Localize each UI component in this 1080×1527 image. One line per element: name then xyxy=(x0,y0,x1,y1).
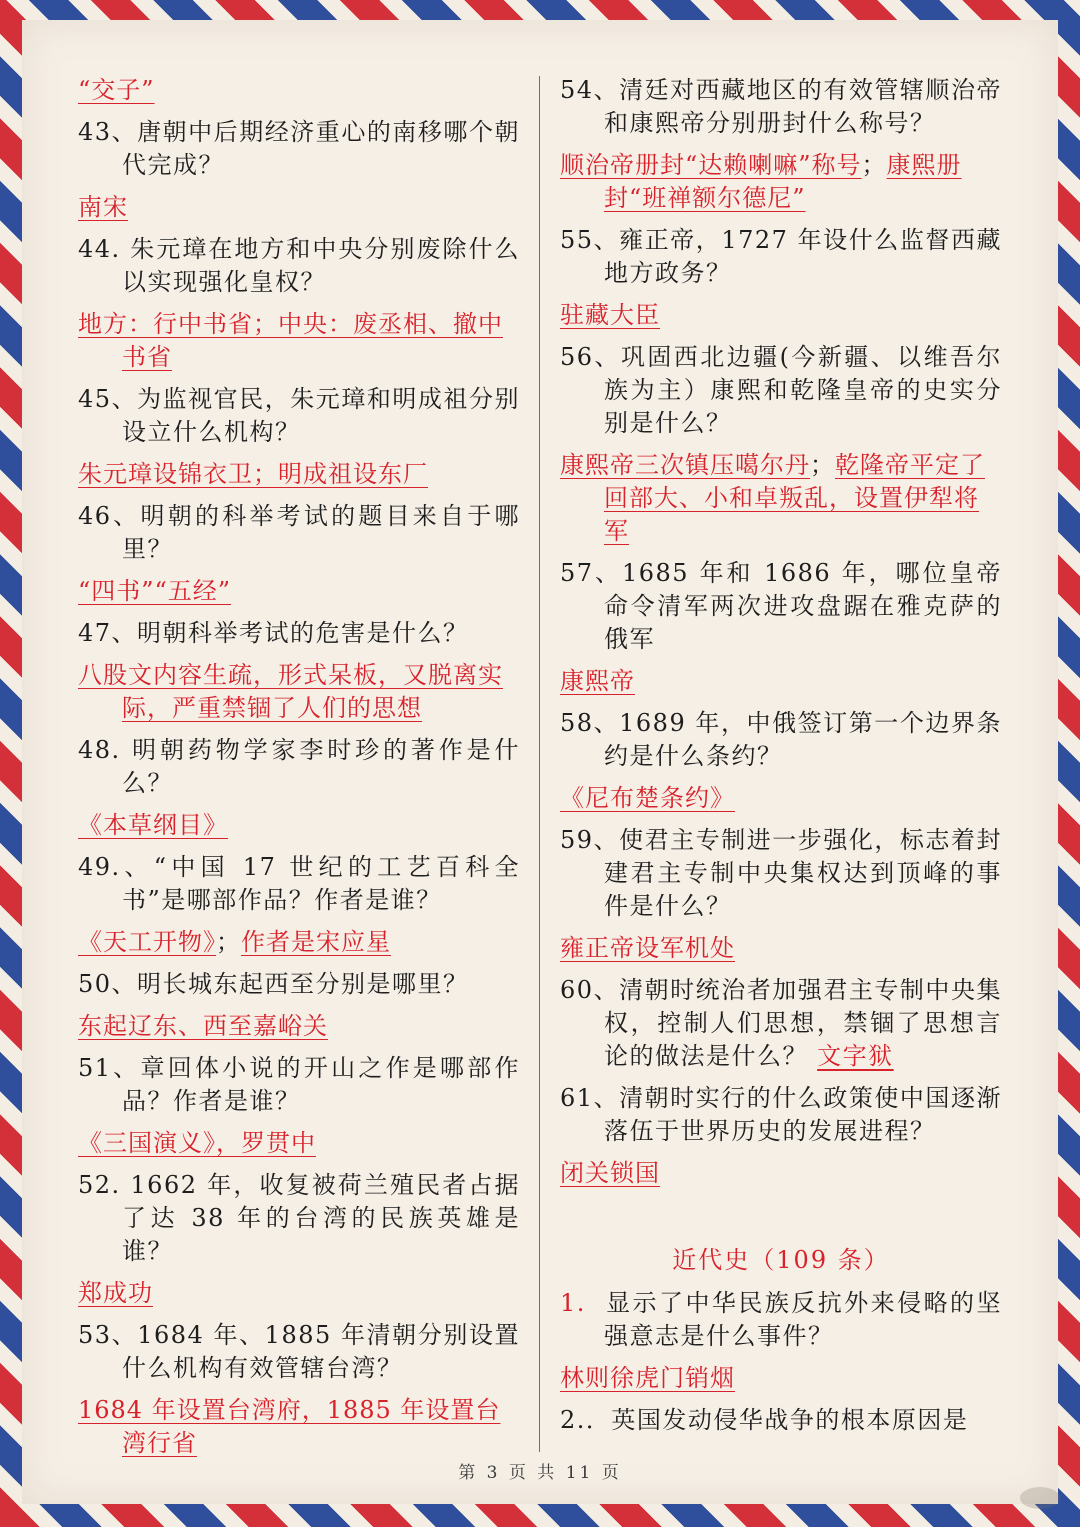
question-text: 51、章回体小说的开山之作是哪部作品？作者是谁？ xyxy=(78,1054,520,1115)
question-text: 50、明长城东起西至分别是哪里？ xyxy=(78,970,469,998)
question-item xyxy=(560,707,1002,773)
answer-text: “四书”“五经” xyxy=(78,577,232,605)
answer-item xyxy=(78,308,520,374)
question-text: 59、使君主专制进一步强化，标志着封建君主专制中央集权达到顶峰的事件是什么？ xyxy=(560,826,1002,920)
question-text: 52. 1662 年，收复被荷兰殖民者占据了达 38 年的台湾的民族英雄是谁？ xyxy=(78,1171,520,1265)
question-text: 43、唐朝中后期经济重心的南移哪个朝代完成？ xyxy=(78,118,520,179)
right-column xyxy=(560,74,1002,1446)
answer-text: 驻藏大臣 xyxy=(560,301,660,329)
question-item xyxy=(78,968,520,1001)
question-text: 61、清朝时实行的什么政策使中国逐渐落伍于世界历史的发展进程？ xyxy=(560,1084,1002,1145)
question-text: 57、1685 年和 1686 年，哪位皇帝命令清军两次进攻盘踞在雅克萨的俄军 xyxy=(560,559,1002,653)
question-item xyxy=(560,1287,1002,1353)
left-column xyxy=(78,74,520,1469)
question-item xyxy=(560,341,1002,440)
answer-text: 《三国演义》，罗贯中 xyxy=(78,1129,316,1157)
question-item xyxy=(78,1052,520,1118)
question-item xyxy=(78,851,520,917)
question-item xyxy=(78,1319,520,1385)
answer-item xyxy=(560,449,1002,548)
question-item xyxy=(560,974,1002,1073)
answer-text: 八股文内容生疏，形式呆板，又脱离实际，严重禁锢了人们的思想 xyxy=(78,661,503,722)
answer-item xyxy=(78,1010,520,1043)
answer-text: 南宋 xyxy=(78,193,128,221)
question-item xyxy=(78,233,520,299)
answer-item xyxy=(78,809,520,842)
question-text: 45、为监视官民，朱元璋和明成祖分别设立什么机构？ xyxy=(78,385,520,446)
answer-text: 作者是宋应星 xyxy=(241,928,391,956)
watermark-stamp xyxy=(1020,1487,1060,1509)
question-text: 46、明朝的科举考试的题目来自于哪里？ xyxy=(78,502,520,563)
answer-item xyxy=(560,665,1002,698)
answer-item xyxy=(78,191,520,224)
answer-item xyxy=(78,926,520,959)
question-text: 54、清廷对西藏地区的有效管辖顺治帝和康熙帝分别册封什么称号？ xyxy=(560,76,1002,137)
section-title: 近代史（109 条） xyxy=(672,1246,890,1274)
answer-item xyxy=(78,74,520,107)
question-item xyxy=(560,1082,1002,1148)
question-item xyxy=(560,224,1002,290)
answer-item xyxy=(78,1277,520,1310)
column-divider xyxy=(539,76,540,1452)
answer-item xyxy=(560,299,1002,332)
question-item xyxy=(560,74,1002,140)
answer-text: 郑成功 xyxy=(78,1279,153,1307)
answer-item xyxy=(560,1157,1002,1190)
question-item xyxy=(78,1169,520,1268)
answer-text: 地方：行中书省；中央：废丞相、撤中书省 xyxy=(78,310,503,371)
question-item xyxy=(78,116,520,182)
answer-item xyxy=(560,149,1002,215)
answer-item xyxy=(560,932,1002,965)
answer-item xyxy=(78,458,520,491)
question-item xyxy=(78,617,520,650)
inline-answer: 文字狱 xyxy=(817,1042,894,1070)
answer-separator: ； xyxy=(216,928,241,956)
answer-text: 《天工开物》 xyxy=(78,928,216,956)
answer-text: 林则徐虎门销烟 xyxy=(560,1364,735,1392)
answer-item xyxy=(560,782,1002,815)
answer-separator: ； xyxy=(861,151,887,179)
answer-text: 朱元璋设锦衣卫；明成祖设东厂 xyxy=(78,460,428,488)
question-text: 53、1684 年、1885 年清朝分别设置什么机构有效管辖台湾？ xyxy=(78,1321,520,1382)
answer-item xyxy=(78,1394,520,1460)
question-item xyxy=(560,1404,1002,1437)
answer-separator: ； xyxy=(810,451,835,479)
question-text: 2.．英国发动侵华战争的根本原因是 xyxy=(560,1406,969,1434)
answer-text: 《本草纲目》 xyxy=(78,811,228,839)
answer-text: 康熙册封“班禅额尔德尼” xyxy=(604,151,962,212)
question-text: 56、巩固西北边疆(今新疆、以维吾尔族为主）康熙和乾隆皇帝的史实分别是什么？ xyxy=(560,343,1002,437)
question-text: 44. 朱元璋在地方和中央分别废除什么以实现强化皇权？ xyxy=(78,235,520,296)
question-item xyxy=(560,557,1002,656)
answer-item xyxy=(78,1127,520,1160)
answer-text: “交子” xyxy=(78,76,155,104)
question-item xyxy=(560,824,1002,923)
question-text: 显示了中华民族反抗外来侵略的坚强意志是什么事件？ xyxy=(604,1289,1003,1350)
question-item xyxy=(78,383,520,449)
question-text: 60、清朝时统治者加强君主专制中央集权，控制人们思想，禁锢了思想言论的做法是什么？ xyxy=(560,976,1002,1070)
answer-text: 1684 年设置台湾府，1885 年设置台湾行省 xyxy=(78,1396,501,1457)
answer-text: 康熙帝 xyxy=(560,667,635,695)
answer-text: 康熙帝三次镇压噶尔丹 xyxy=(560,451,810,479)
question-text: 47、明朝科举考试的危害是什么？ xyxy=(78,619,469,647)
question-item xyxy=(78,734,520,800)
page-footer: 第 3 页 共 11 页 xyxy=(458,1463,622,1483)
answer-text: 东起辽东、西至嘉峪关 xyxy=(78,1012,328,1040)
answer-text: 闭关锁国 xyxy=(560,1159,660,1187)
question-text: 58、1689 年，中俄签订第一个边界条约是什么条约？ xyxy=(560,709,1002,770)
question-text: 49.、“中国 17 世纪的工艺百科全书”是哪部作品？作者是谁？ xyxy=(78,853,520,914)
answer-text: 顺治帝册封“达赖喇嘛”称号 xyxy=(560,151,862,179)
answer-item xyxy=(78,575,520,608)
answer-item xyxy=(560,1362,1002,1395)
answer-item xyxy=(78,659,520,725)
question-text: 55、雍正帝，1727 年设什么监督西藏地方政务？ xyxy=(560,226,1002,287)
question-item xyxy=(78,500,520,566)
answer-text: 乾隆帝平定了回部大、小和卓叛乱，设置伊犁将军 xyxy=(604,451,985,545)
answer-text: 《尼布楚条约》 xyxy=(560,784,735,812)
answer-text: 雍正帝设军机处 xyxy=(560,934,735,962)
question-text: 48. 明朝药物学家李时珍的著作是什么？ xyxy=(78,736,520,797)
question-number: 1. xyxy=(560,1289,586,1317)
